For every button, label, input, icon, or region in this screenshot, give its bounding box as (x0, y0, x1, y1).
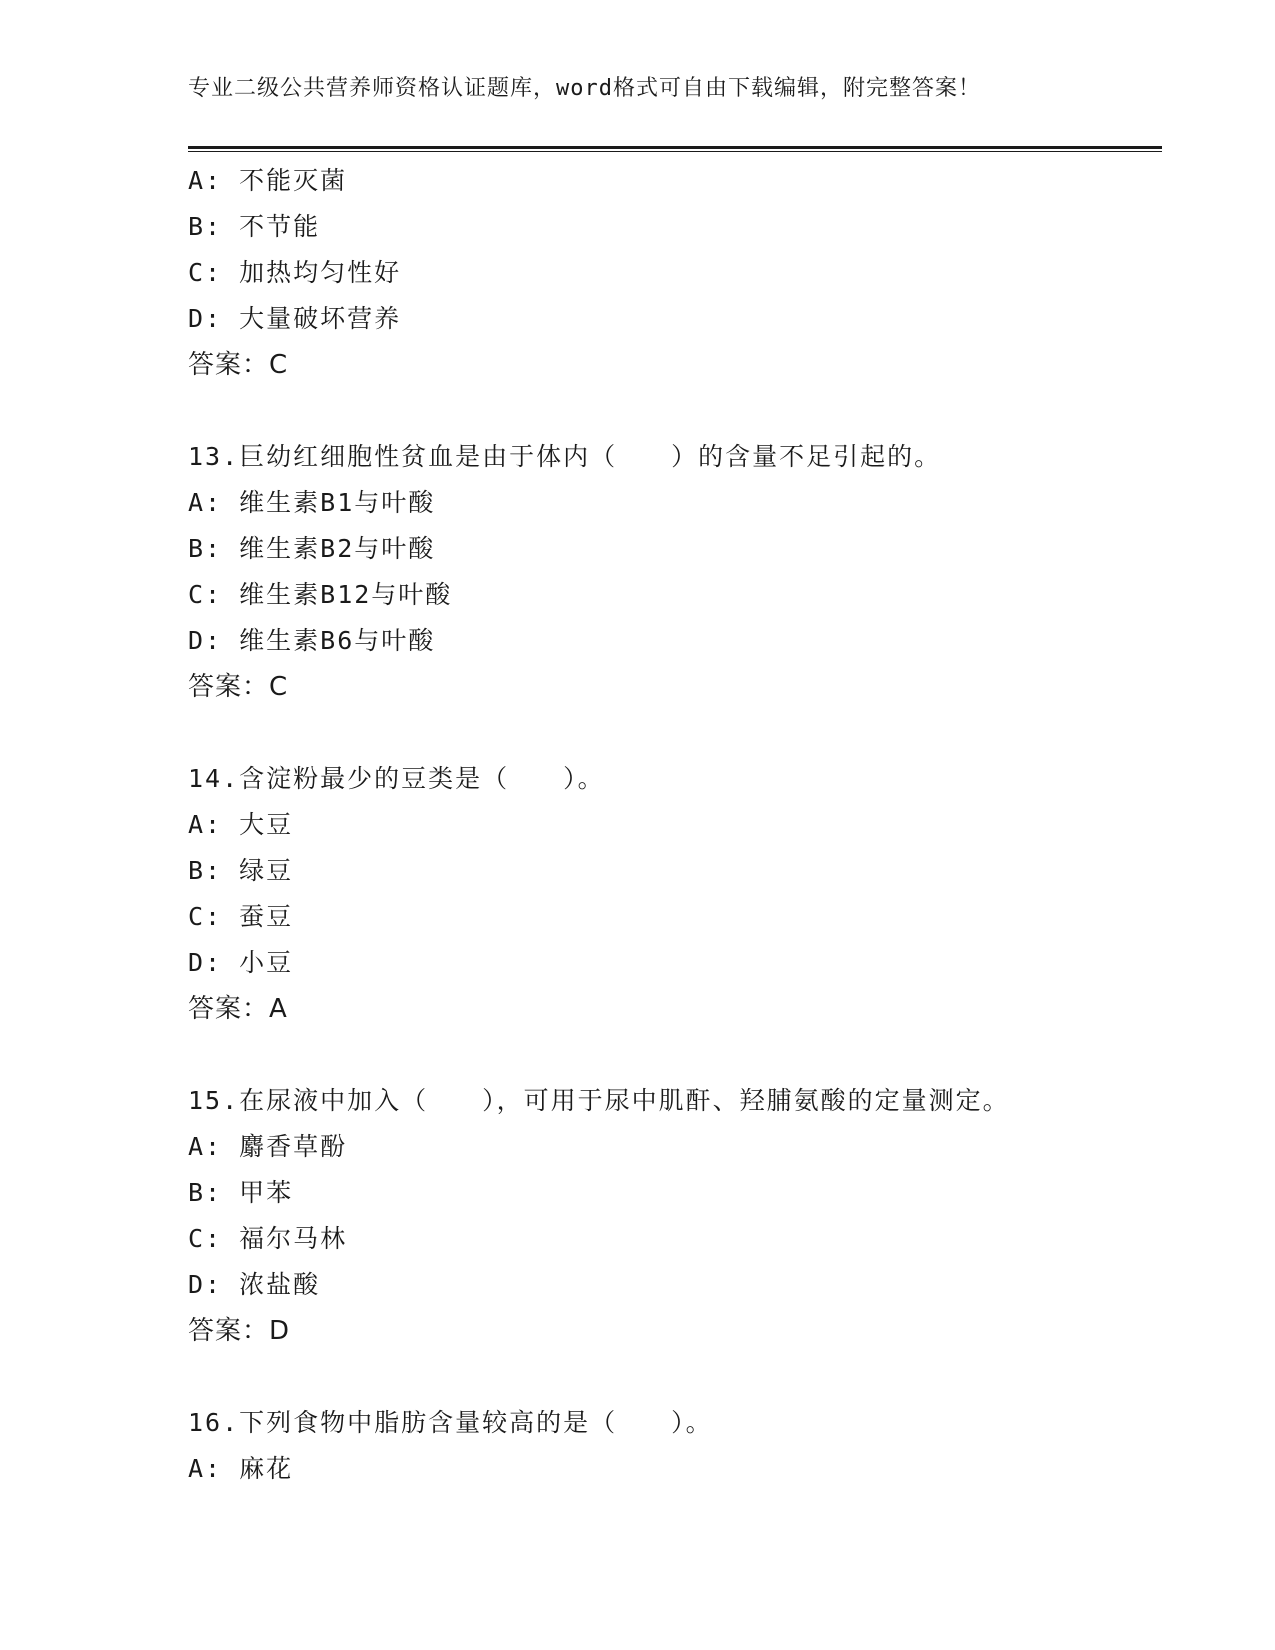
answer-line: 答案：C (188, 350, 289, 380)
option-b: B: 绿豆 (188, 856, 294, 885)
option-b: B: 不节能 (188, 212, 321, 241)
question-text: 15.在尿液中加入（ ），可用于尿中肌酐、羟脯氨酸的定量测定。 (188, 1086, 1010, 1115)
option-b: B: 维生素B2与叶酸 (188, 534, 436, 563)
answer-line: 答案：C (188, 672, 289, 702)
page-header: 专业二级公共营养师资格认证题库，word格式可自由下载编辑，附完整答案！ (188, 76, 981, 101)
question-block (188, 1400, 1162, 1492)
block-spacer (188, 388, 1162, 434)
option-c: C: 维生素B12与叶酸 (188, 580, 453, 609)
answer-line: 答案：A (188, 994, 288, 1024)
question-text: 16.下列食物中脂肪含量较高的是（ ）。 (188, 1408, 713, 1437)
block-spacer (188, 1032, 1162, 1078)
question-block (188, 756, 1162, 1032)
question-block (188, 1078, 1162, 1354)
option-a: A: 不能灭菌 (188, 166, 348, 195)
option-a: A: 大豆 (188, 810, 294, 839)
answer-line: 答案：D (188, 1316, 291, 1346)
question-block (188, 434, 1162, 710)
option-b: B: 甲苯 (188, 1178, 294, 1207)
option-d: D: 大量破坏营养 (188, 304, 402, 333)
option-d: D: 小豆 (188, 948, 294, 977)
option-a: A: 维生素B1与叶酸 (188, 488, 436, 517)
option-d: D: 维生素B6与叶酸 (188, 626, 436, 655)
option-c: C: 蚕豆 (188, 902, 294, 931)
question-block (188, 158, 1162, 388)
option-c: C: 福尔马林 (188, 1224, 348, 1253)
question-list (188, 158, 1162, 1492)
question-text: 14.含淀粉最少的豆类是（ ）。 (188, 764, 605, 793)
question-text: 13.巨幼红细胞性贫血是由于体内（ ）的含量不足引起的。 (188, 442, 942, 471)
option-d: D: 浓盐酸 (188, 1270, 321, 1299)
option-a: A: 麝香草酚 (188, 1132, 348, 1161)
header-rule-thin (188, 151, 1162, 152)
block-spacer (188, 1354, 1162, 1400)
option-c: C: 加热均匀性好 (188, 258, 402, 287)
header-rule-thick (188, 146, 1162, 149)
option-a: A: 麻花 (188, 1454, 294, 1483)
block-spacer (188, 710, 1162, 756)
